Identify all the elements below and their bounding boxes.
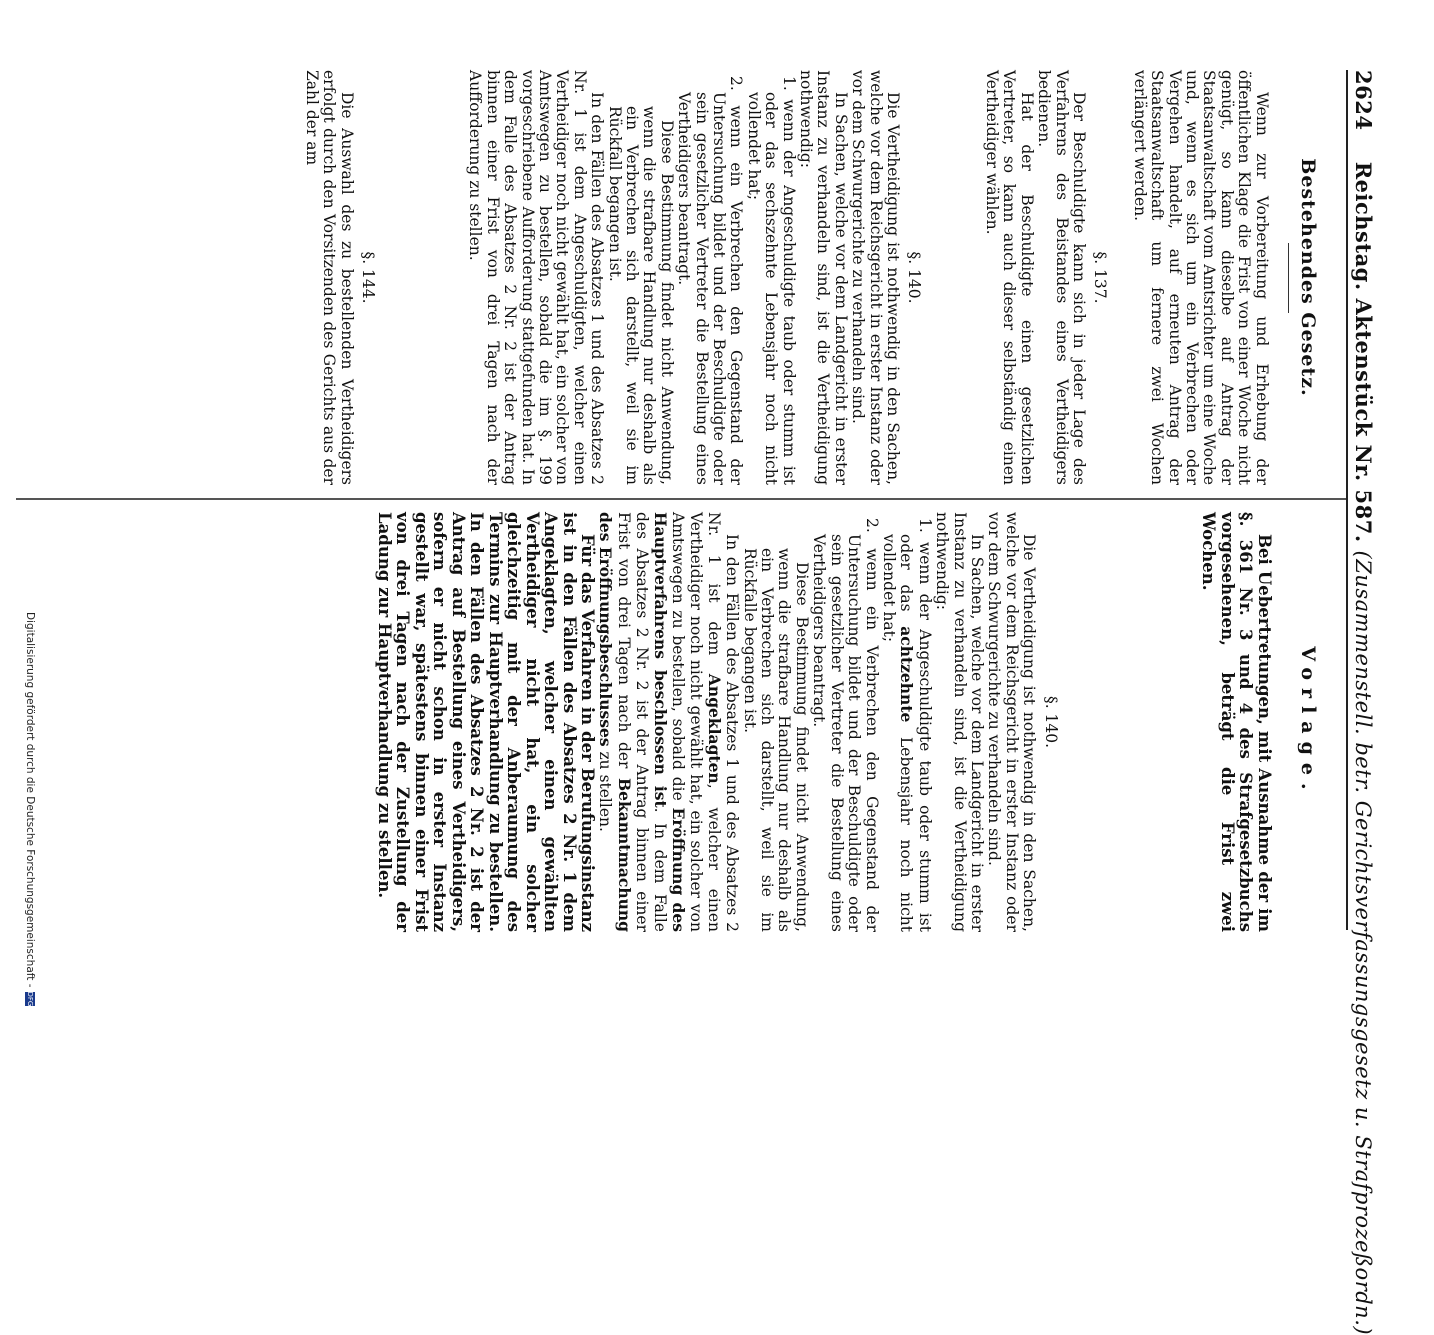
text-run: In den Fällen des Absatzes 1 und des Absatzes 2 Nr. 1 ist dem xyxy=(704,512,742,932)
list-item: 2. wenn ein Verbrechen den Gegenstand der Untersuchung bildet und der Beschuldigte oder sein gesetzlicher Vertreter die Bestellung eines Vertheidigers beantragt. xyxy=(675,76,746,485)
credit-text: Digitalisierung gefördert durch die Deutsche Forschungsgemeinschaft - xyxy=(24,612,36,988)
section-title: §. 140. xyxy=(905,251,924,304)
right-column-heading: Vorlage. xyxy=(1297,646,1319,798)
header-subtitle: (Zusammenstell. betr. Gerichtsverfassungsgesetz u. Strafprozeßordn.) xyxy=(1351,550,1375,1335)
emphasis: Bekanntmachung des Eröffnungsbeschlusses xyxy=(596,512,634,932)
paragraph: In Sachen, welche vor dem Landgericht in erster Instanz zu verhandeln sind, ist die Vertheidigung nothwendig: xyxy=(933,512,986,932)
text-run: Lebensjahr noch nicht vollendet hat; xyxy=(879,534,916,932)
paragraph: Bei Uebertretungen, mit Ausnahme der im §. 361 Nr. 3 und 4 des Strafgesetzbuchs vorgesehenen, beträgt die Frist zwei Wochen. xyxy=(1199,512,1274,932)
heading-rule xyxy=(1288,243,1289,313)
paragraph xyxy=(596,512,740,932)
section-title: §. 144. xyxy=(358,251,377,304)
list-item xyxy=(879,518,934,932)
paragraph: In den Fällen des Absatzes 1 und des Absatzes 2 Nr. 1 ist dem Angeschuldigten, welcher einen Vertheidiger noch nicht gewählt hat, ein solcher von Amtswegen zu bestellen, sobald die im §. 199 vorgeschriebene Aufforderung stattgefunden hat. In dem Falle des Absatzes 2 Nr. 2 ist der Antrag binnen einer Frist von drei Tagen nach der Aufforderung zu stellen. xyxy=(466,70,607,485)
text-run: zu stellen. xyxy=(596,746,615,832)
list-item-note: Diese Bestimmung findet nicht Anwendung, wenn die strafbare Handlung nur deshalb als ein Verbrechen sich darstellt, weil sie im Rückfalle begangen ist. xyxy=(740,548,811,932)
left-column-heading: Bestehendes Gesetz. xyxy=(1297,158,1319,397)
dfg-logo: DFG xyxy=(26,991,34,1007)
right-column xyxy=(374,512,1344,932)
section-title: §. 137. xyxy=(1091,251,1110,304)
paragraph: Die Auswahl des zu bestellenden Vertheidigers erfolgt durch den Vorsitzenden des Gerichts aus der Zahl der am xyxy=(302,70,356,485)
section-title: §. 140. xyxy=(1041,695,1060,749)
paragraph: In Sachen, welche vor dem Landgericht in erster Instanz zu verhandeln sind, ist die Vertheidigung nothwendig: xyxy=(797,70,850,485)
paragraph: Die Vertheidigung ist nothwendig in den Sachen, welche vor dem Reichsgericht in erster Instanz oder vor dem Schwurgerichte zu verhandeln sind. xyxy=(849,70,903,485)
emphasis: achtzehnte xyxy=(897,626,917,723)
digitization-credit xyxy=(24,612,36,1007)
text-run: . In dem Falle des Absatzes 2 Nr. 2 ist der Antrag binnen einer Frist von drei Tagen nach der xyxy=(614,512,669,932)
paragraph: Der Beschuldigte kann sich in jeder Lage des Verfahrens des Beistandes eines Vertheidigers bedienen. xyxy=(1035,70,1088,485)
list-item: 2. wenn ein Verbrechen den Gegenstand der Untersuchung bildet und der Beschuldigte oder sein gesetzlicher Vertreter die Bestellung eines Vertheidigers beantragt. xyxy=(810,518,881,932)
paragraph: Wenn zur Vorbereitung und Erhebung der öffentlichen Klage die Frist von einer Woche nicht genügt, so kann dieselbe auf Antrag der Staatsanwaltschaft vom Amtsrichter um eine Woche und, wenn es sich um ein Verbrechen oder Vergehen handelt, auf erneuten Antrag der Staatsanwaltschaft um fernere zwei Wochen verlängert werden. xyxy=(1130,70,1271,485)
paragraph: Die Vertheidigung ist nothwendig in den Sachen, welche vor dem Reichsgericht in erster Instanz oder vor dem Schwurgerichte zu verhandeln sind. xyxy=(985,512,1039,932)
paragraph: Hat der Beschuldigte einen gesetzlichen Vertreter, so kann auch dieser selbständig einen Vertheidiger wählen. xyxy=(982,70,1036,485)
list-item: 1. wenn der Angeschuldigte taub oder stumm ist oder das sechszehnte Lebensjahr noch nicht vollendet hat; xyxy=(744,76,798,485)
header-title: Reichstag. Aktenstück Nr. 587. xyxy=(1351,161,1376,543)
list-item-note: Diese Bestimmung findet nicht Anwendung, wenn die strafbare Handlung nur deshalb als ein Verbrechen sich darstellt, weil sie im Rückfall begangen ist. xyxy=(605,106,676,485)
text-run: , welcher einen Vertheidiger noch nicht gewählt hat, ein solcher von Amtswegen zu bestellen, sobald die xyxy=(669,512,723,932)
header-rule xyxy=(1346,70,1348,930)
page-header xyxy=(1351,70,1376,1335)
page-number: 2624 xyxy=(1351,70,1376,131)
emphasis: Eröffnung des Hauptverfahrens beschlossen ist xyxy=(650,512,689,932)
left-column xyxy=(302,70,1344,485)
column-divider xyxy=(16,498,1346,500)
emphasis: Angeklagten xyxy=(704,673,724,784)
bold-paragraph: Für das Verfahren in der Berufungsinstanz ist in den Fällen des Absatzes 2 Nr. 1 dem Angeklagten, welcher einen gewählten Vertheidiger nicht hat, ein solcher gleichzeitig mit der Anberaumung des Termins zur Hauptverhandlung zu bestellen. In den Fällen des Absatzes 2 Nr. 2 ist der Antrag auf Bestellung eines Vertheidigers, sofern er nicht schon in erster Instanz gestellt war, spätestens binnen einer Frist von drei Tagen nach der Zustellung der Ladung zur Hauptverhandlung zu stellen. xyxy=(374,512,598,932)
text-run: 1. wenn der Angeschuldigte taub oder stumm ist oder das xyxy=(897,518,934,932)
